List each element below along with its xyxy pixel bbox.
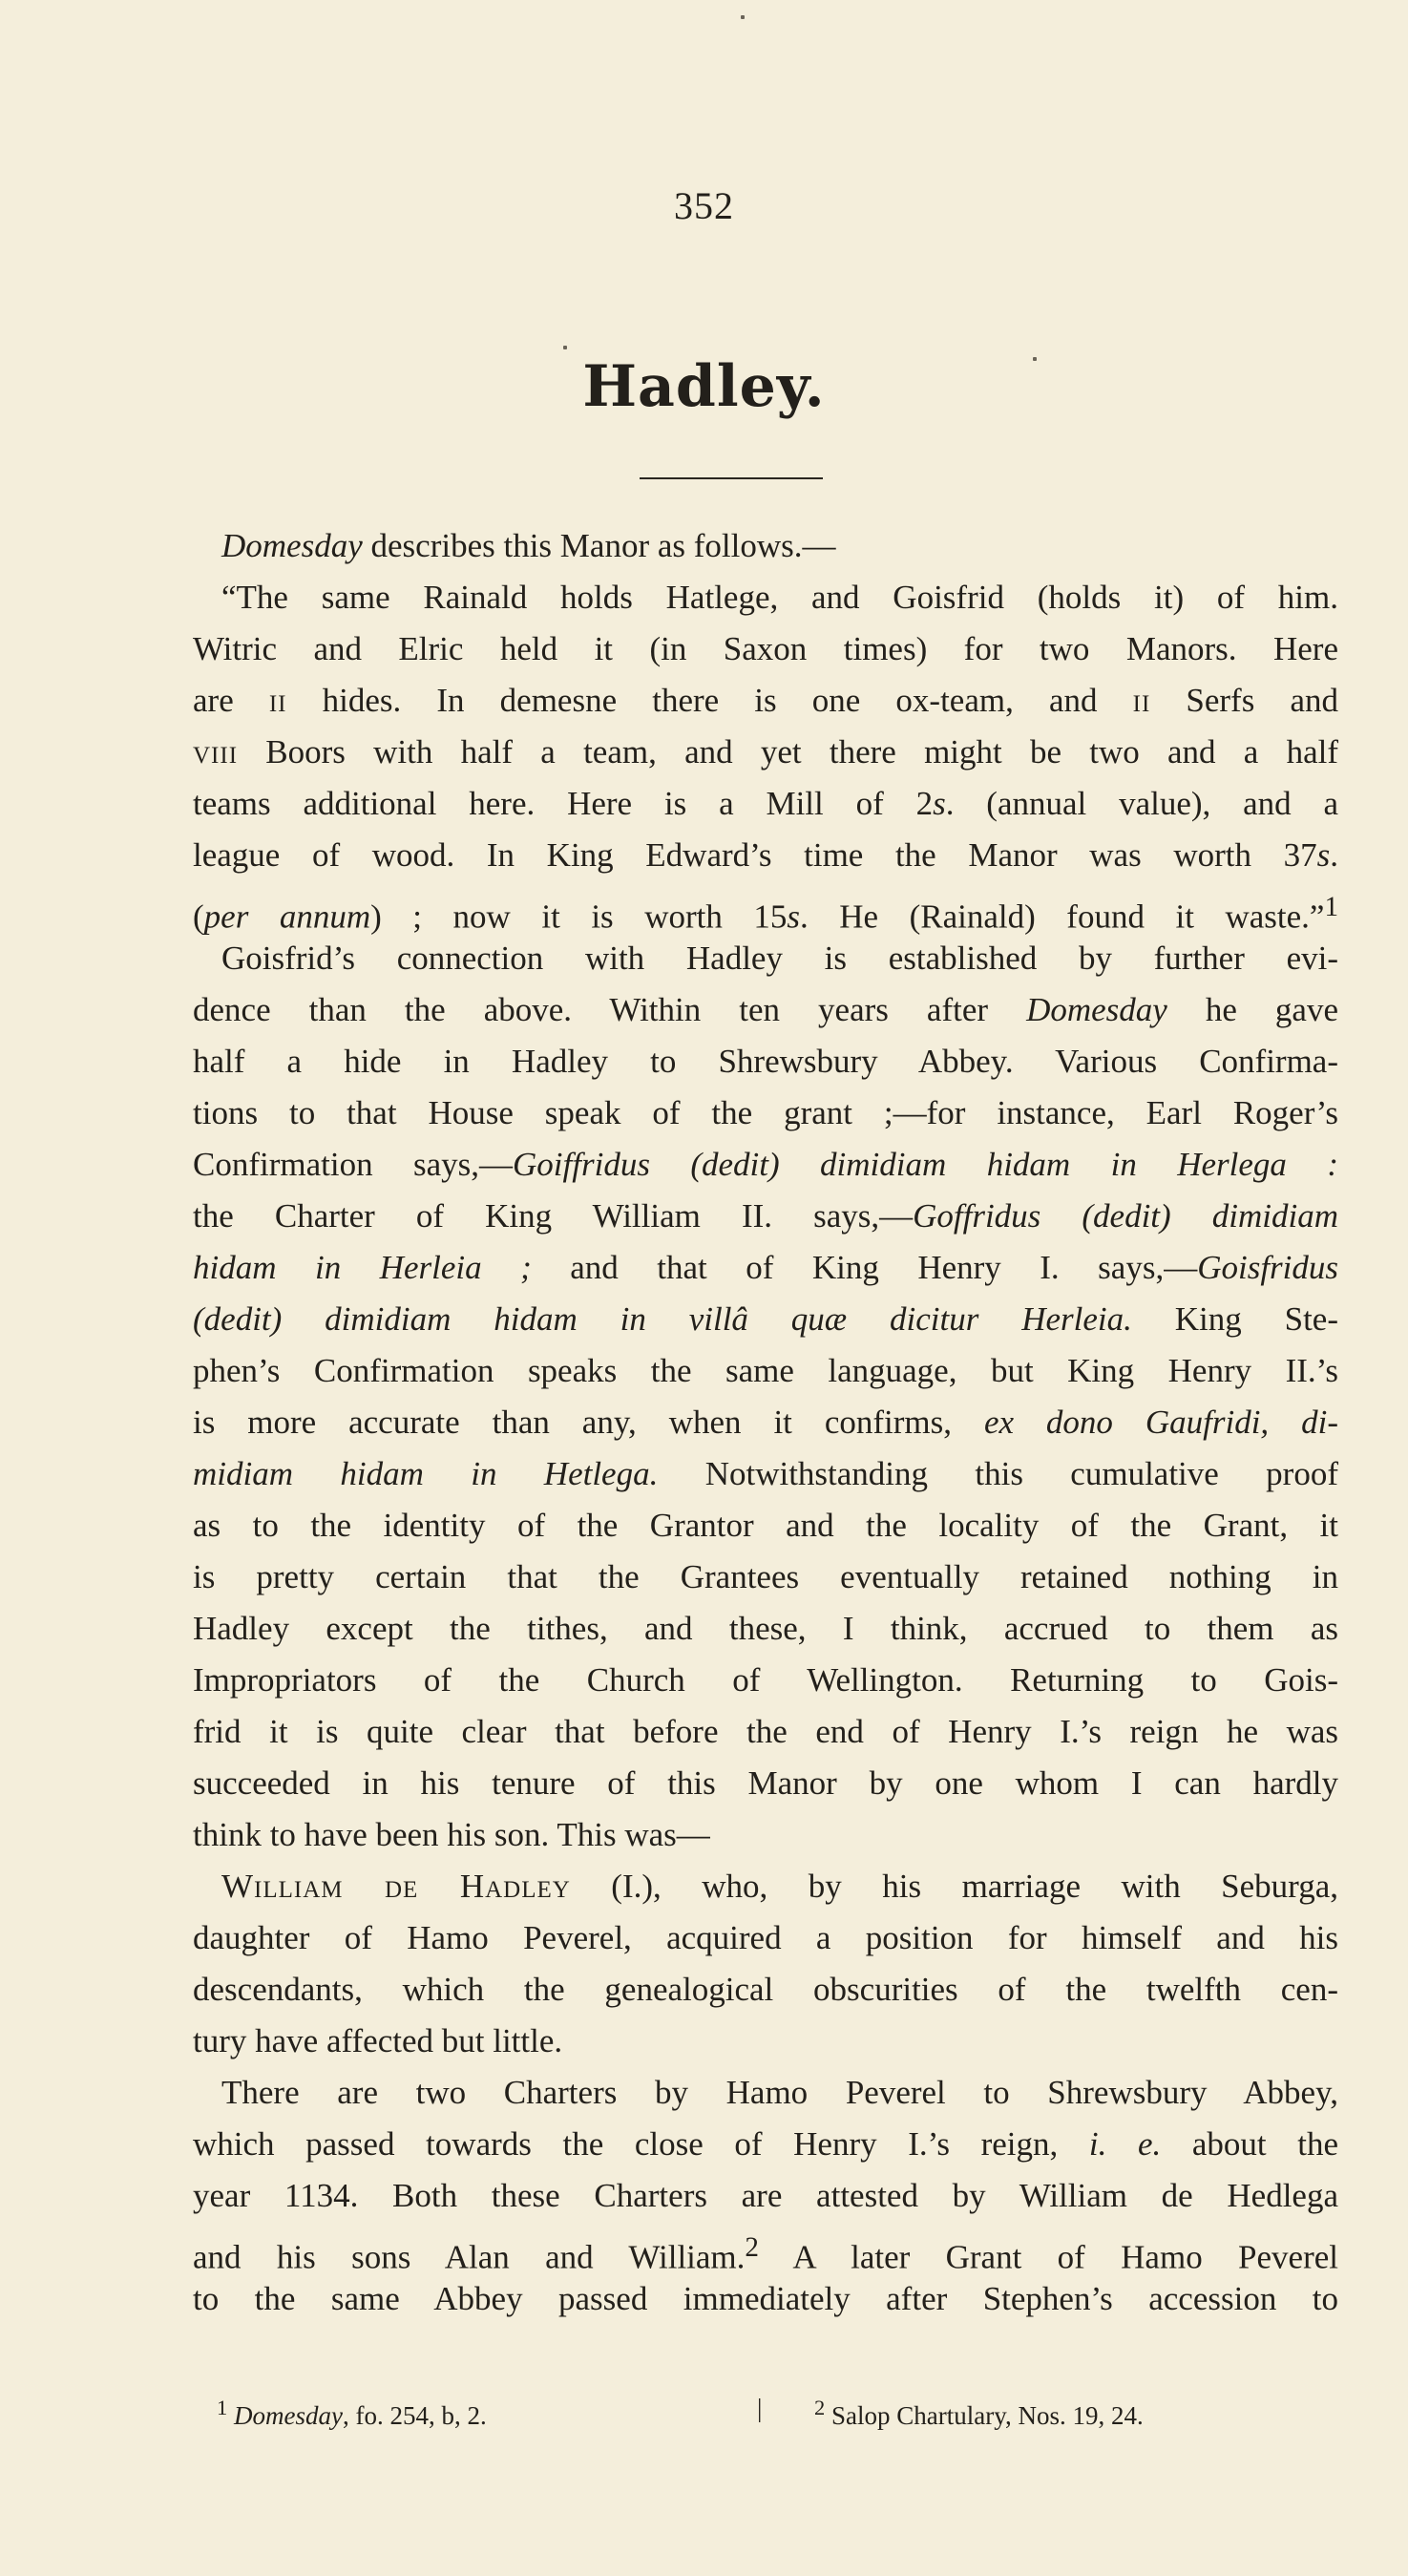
- text-line: viii Boors with half a team, and yet there might be two and a half: [193, 733, 1338, 771]
- body-text: [193, 520, 1338, 2325]
- text-line: succeeded in his tenure of this Manor by one whom I can hardly: [193, 1764, 1338, 1802]
- text-line: descendants, which the genealogical obscurities of the twelfth cen-: [193, 1971, 1338, 2008]
- footnote-separator: |: [757, 2394, 763, 2422]
- footnote-2: $^2$ Salop Chartulary, Nos. 19, 24.: [814, 2396, 1144, 2430]
- text-line: tions to that House speak of the grant ;—for instance, Earl Roger’s: [193, 1094, 1338, 1131]
- text-line: and his sons Alan and William.$^2$ A later Grant of Hamo Peverel: [193, 2232, 1338, 2276]
- text-line: year 1134. Both these Charters are attested by William de Hedlega: [193, 2177, 1338, 2214]
- text-line: the Charter of King William II. says,—Goffridus (dedit) dimidiam: [193, 1197, 1338, 1235]
- text-line: There are two Charters by Hamo Peverel to Shrewsbury Abbey,: [221, 2074, 1338, 2111]
- text-line: which passed towards the close of Henry I.’s reign, i. e. about the: [193, 2125, 1338, 2163]
- text-line: Hadley except the tithes, and these, I think, accrued to them as: [193, 1610, 1338, 1647]
- text-line: Witric and Elric held it (in Saxon times) for two Manors. Here: [193, 630, 1338, 667]
- text-line: William de Hadley (I.), who, by his marriage with Seburga,: [221, 1868, 1338, 1905]
- text-line: tury have affected but little.: [193, 2022, 563, 2059]
- text-line: Confirmation says,—Goiffridus (dedit) dimidiam hidam in Herlega :: [193, 1146, 1338, 1183]
- text-line: Goisfrid’s connection with Hadley is established by further evi-: [221, 940, 1338, 977]
- page-number: 352: [674, 184, 734, 227]
- text-line: teams additional here. Here is a Mill of 2s. (annual value), and a: [193, 785, 1338, 822]
- print-speck: [563, 346, 567, 349]
- text-line: “The same Rainald holds Hatlege, and Goisfrid (holds it) of him.: [221, 579, 1338, 616]
- text-line: hidam in Herleia ; and that of King Henry I. says,—Goisfridus: [193, 1249, 1339, 1286]
- text-line: (per annum) ; now it is worth 15s. He (Rainald) found it waste.”$^1$: [193, 892, 1339, 936]
- text-line: are ii hides. In demesne there is one ox-team, and ii Serfs and: [193, 682, 1338, 719]
- heading-rule: [640, 477, 823, 479]
- text-line: dence than the above. Within ten years after Domesday he gave: [193, 991, 1338, 1028]
- text-line: daughter of Hamo Peverel, acquired a position for himself and his: [193, 1919, 1338, 1956]
- print-speck: [741, 15, 745, 19]
- text-line: frid it is quite clear that before the end of Henry I.’s reign he was: [193, 1713, 1338, 1750]
- section-heading: Hadley.: [582, 353, 826, 420]
- text-line: phen’s Confirmation speaks the same language, but King Henry II.’s: [193, 1352, 1338, 1389]
- footnotes: [196, 2387, 1341, 2429]
- text-line: midiam hidam in Hetlega. Notwithstanding this cumulative proof: [193, 1455, 1338, 1492]
- text-line: think to have been his son. This was—: [193, 1816, 710, 1853]
- text-line: league of wood. In King Edward’s time the Manor was worth 37s.: [193, 836, 1338, 874]
- text-line: is pretty certain that the Grantees eventually retained nothing in: [193, 1558, 1338, 1595]
- footnote-1: $^1$ Domesday, fo. 254, b, 2.: [217, 2396, 487, 2430]
- text-line: as to the identity of the Grantor and the locality of the Grant, it: [193, 1507, 1338, 1544]
- text-line: Impropriators of the Church of Wellington. Returning to Gois-: [193, 1661, 1338, 1699]
- text-line: (dedit) dimidiam hidam in villâ quæ dicitur Herleia. King Ste-: [193, 1300, 1338, 1338]
- text-line: is more accurate than any, when it confirms, ex dono Gaufridi, di-: [193, 1404, 1338, 1441]
- text-line: to the same Abbey passed immediately after Stephen’s accession to: [193, 2280, 1338, 2317]
- text-line: Domesday describes this Manor as follows.—: [221, 527, 836, 564]
- text-line: half a hide in Hadley to Shrewsbury Abbey. Various Confirma-: [193, 1043, 1338, 1080]
